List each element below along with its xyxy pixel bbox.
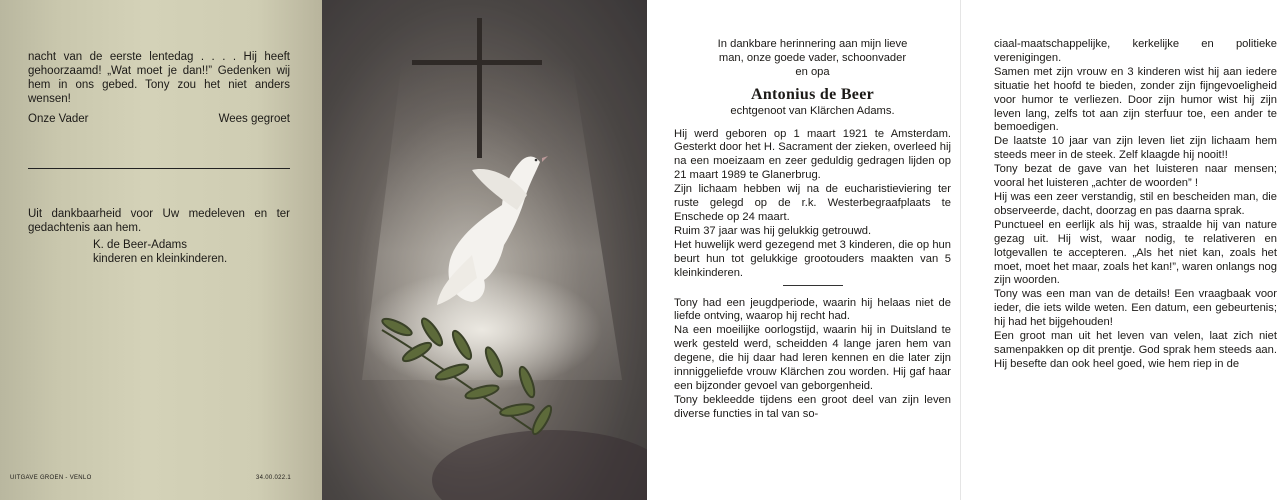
paragraph-associations: ciaal-maatschappelijke, kerkelijke en politieke verenigingen.: [994, 38, 1277, 64]
paragraph-youth: Tony had een jeugdperiode, waarin hij helaas niet de liefde ontving, waarop hij recht had.: [674, 296, 951, 323]
paragraph-details: Tony was een man van de details! Een vraagbaak voor ieder, die iets wilde weten. Een datum, een gebeurtenis; hij had het bijgehouden!: [994, 288, 1277, 329]
print-code: 34.00.022.1: [256, 475, 291, 481]
memorial-text-panel-continued: [960, 0, 1286, 500]
paragraph-closing: Een groot man uit het leven van velen, laat zich niet samenpakken op dit prentje. God sprak hem steeds aan. Hij besefte dan ook heel goed, wie hem riep in de: [994, 330, 1277, 370]
paragraph-marriage: Ruim 37 jaar was hij gelukkig getrouwd.: [674, 224, 872, 237]
thanks-text: Uit dankbaarheid voor Uw medeleven en ter gedachtenis aan hem.: [28, 208, 290, 234]
paragraph-functions: Tony bekleedde tijdens een groot deel van zijn leven diverse functies in tal van so-: [674, 393, 951, 420]
paragraph-burial: Zijn lichaam hebben wij na de eucharistieviering ter ruste gelegd op de r.k. Westerbegraafplaats te Enschede op 24 maart.: [674, 183, 951, 223]
signature-name: K. de Beer-Adams: [93, 239, 187, 251]
intro-line-3: en opa: [795, 65, 830, 78]
closing-text: nacht van de eerste lentedag . . . . Hij heeft gehoorzaamd! „Wat moet je dan!!” Gedenken wij hem in ons gebed. Tony zou het niet anders wensen!: [28, 51, 290, 105]
paragraph-listening: Tony bezat de gave van het luisteren naar mensen; vooral het luisteren „achter de woorden” !: [994, 163, 1277, 190]
prayer-our-father: Onze Vader: [28, 113, 89, 125]
section-separator: [783, 285, 843, 286]
card-gap: [647, 0, 655, 500]
illustration-panel: [322, 0, 647, 500]
divider-line: [28, 168, 290, 169]
paragraph-birth: Hij werd geboren op 1 maart 1921 te Amsterdam. Gesterkt door het H. Sacrament der zieken, overleed hij na een moeizaam en zeer geduldig gedragen lijden op 21 maart 1989 te Glanerbrug.: [674, 127, 951, 182]
paragraph-children: Het huwelijk werd gezegend met 3 kinderen, die op hun beurt hun tot gelukkige grootouders maakten van 5 kleinkinderen.: [674, 238, 951, 279]
dove-illustration: [322, 0, 647, 500]
prayers-row: [28, 112, 290, 126]
paragraph-character: Hij was een zeer verstandig, stil en bescheiden man, die observeerde, dacht, doorzag en pas daarna sprak.: [994, 190, 1277, 217]
memorial-text-column: [674, 38, 951, 422]
signature-family: kinderen en kleinkinderen.: [93, 253, 228, 265]
publisher-imprint: UITGAVE GROEN - VENLO: [10, 475, 92, 481]
paragraph-war: Na een moeilijke oorlogstijd, waarin hij in Duitsland te werk gesteld werd, scheidden 4 lange jaren hem van degene, die hij daar had leren kennen en die later zijn innniggeliefde vrouw Klärchen zou worden. Hij gaf haar een bijzonder gevoel van geborgenheid.: [674, 324, 951, 392]
memorial-text-panel: [655, 0, 960, 500]
deceased-name: Antonius de Beer: [750, 85, 875, 103]
paragraph-humor: Samen met zijn vrouw en 3 kinderen wist hij aan iedere situatie het hoofd te bieden, zonder zijn fijngevoeligheid voor humor te verliezen. Door zijn humor wist hij zijn leven lang, zelfs tot aan zijn sterfuur toe, een ander te bemoedigen.: [994, 65, 1277, 134]
paragraph-authority: Punctueel en eerlijk als hij was, straalde hij van nature gezag uit. Hij wist, waar nodig, te relativeren en lotgevallen te accepteren. „Als het niet kan, zoals het moet, moet het maar, zoals het kan!”, waren onlangs nog zijn woorden.: [994, 218, 1277, 287]
intro-line-2: man, onze goede vader, schoonvader: [718, 51, 907, 64]
card-back-panel: [0, 0, 322, 500]
spouse-line: echtgenoot van Klärchen Adams.: [730, 104, 895, 117]
prayer-hail-mary: Wees gegroet: [218, 113, 290, 125]
paragraph-illness: De laatste 10 jaar van zijn leven liet zijn lichaam hem steeds meer in de steek. Zelf klaagde hij nooit!!: [994, 135, 1277, 162]
continued-text-column: [994, 38, 1277, 372]
intro-line-1: In dankbare herinnering aan mijn lieve: [717, 38, 908, 50]
